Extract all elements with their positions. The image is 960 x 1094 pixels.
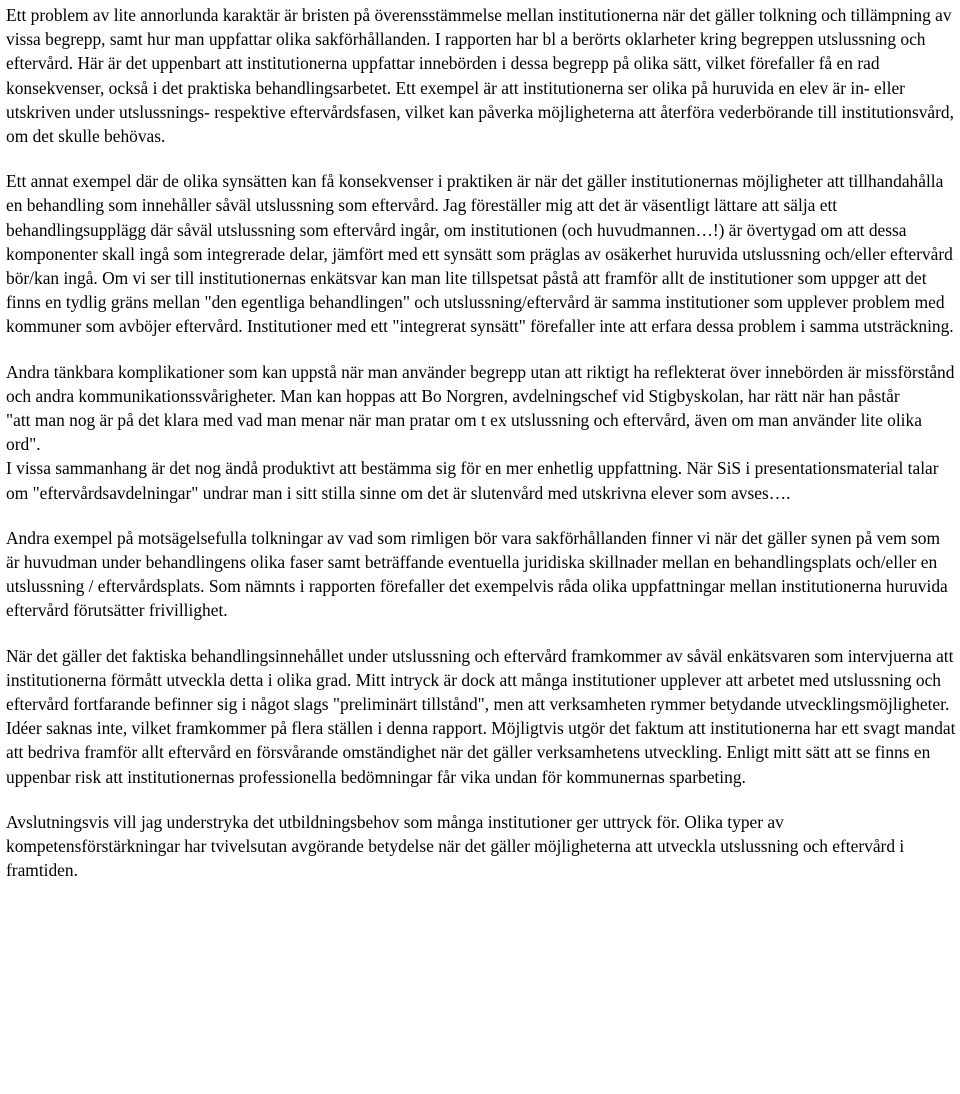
paragraph-4: Andra exempel på motsägelsefulla tolkningar av vad som rimligen bör vara sakförhållanden finner vi när det gäller synen på vem som är huvudman under behandlingens olika faser samt beträffande eventuella juridiska skillnader mellan en behandlingsplats och/eller en utslussning / eftervårdsplats. Som nämnts i rapporten förefaller det exempelvis råda olika uppfattningar mellan institutionerna huruvida eftervård förutsätter frivillighet. — [6, 527, 948, 621]
paragraph-3-quote: "att man nog är på det klara med vad man menar när man pratar om t ex utslussning och eftervård, även om man använder lite olika ord". — [6, 410, 922, 455]
paragraph-3 — [6, 360, 957, 505]
paragraph-5: När det gäller det faktiska behandlingsinnehållet under utslussning och eftervård framkommer av såväl enkätsvaren som intervjuerna att institutionerna förmått utveckla detta i olika grad. Mitt intryck är dock att många institutioner upplever att arbetet med utslussning och eftervård fortfarande befinner sig i något slags "preliminärt tillstånd", men att verksamheten rymmer betydande utvecklingsmöjligheter. Idéer saknas inte, vilket framkommer på flera ställen i denna rapport. Möjligtvis utgör det faktum att institutionerna har ett svagt mandat att bedriva framför allt eftervård en försvårande omständighet när det gäller verksamhetens utveckling. Enligt mitt sätt att se finns en uppenbar risk att institutionernas professionella bedömningar får vika undan för kommunernas sparbeting. — [6, 645, 956, 787]
paragraph-1: Ett problem av lite annorlunda karaktär är bristen på överensstämmelse mellan institutionerna när det gäller tolkning och tillämpning av vissa begrepp, samt hur man uppfattar olika sakförhållanden. I rapporten har bl a berörts oklarheter kring begreppen utslussning och eftervård. Här är det uppenbart att institutionerna uppfattar innebörden i dessa begrepp på olika sätt, vilket förefaller få en rad konsekvenser, också i det praktiska behandlingsarbetet. Ett exempel är att institutionerna ser olika på huruvida en elev är in- eller utskriven under utslussnings- respektive eftervårdsfasen, vilket kan påverka möjligheterna att återföra vederbörande till institutionsvård, om det skulle behövas. — [6, 5, 954, 147]
paragraph-2: Ett annat exempel där de olika synsätten kan få konsekvenser i praktiken är när det gäller institutionernas möjligheter att tillhandahålla en behandling som innehåller såväl utslussning som eftervård. Jag föreställer mig att det är väsentligt lättare att sälja ett behandlingsupplägg där såväl utslussning som eftervård ingår, om institutionen (och huvudmannen…!) är övertygad om att dessa komponenter skall ingå som integrerade delar, jämfört med ett synsätt som präglas av osäkerhet huruvida utslussning och/eller eftervård bör/kan ingå. Om vi ser till institutionernas enkätsvar kan man lite tillspetsat påstå att framför allt de institutioner som uppger att det finns en tydlig gräns mellan "den egentliga behandlingen" och utslussning/eftervård är samma institutioner som upplever problem med kommuner som avböjer eftervård. Institutioner med ett "integrerat synsätt" förefaller inte att erfara dessa problem i samma utsträckning. — [6, 171, 954, 337]
paragraph-3-line-1: Andra tänkbara komplikationer som kan uppstå när man använder begrepp utan att riktigt ha reflekterat över innebörden är missförstånd och andra kommunikationssvårigheter. Man kan hoppas att Bo Norgren, avdelningschef vid Stigbyskolan, har rätt när han påstår — [6, 361, 955, 406]
paragraph-6: Avslutningsvis vill jag understryka det utbildningsbehov som många institutioner ger uttryck för. Olika typer av kompetensförstärkningar har tvivelsutan avgörande betydelse när det gäller möjligheterna att utveckla utslussning och eftervård i framtiden. — [6, 811, 905, 881]
paragraph-3-line-3: I vissa sammanhang är det nog ändå produktivt att bestämma sig för en mer enhetlig uppfattning. När SiS i presentationsmaterial talar om "eftervårdsavdelningar" undrar man i sitt stilla sinne om det är slutenvård med utskrivna elever som avses…. — [6, 458, 939, 503]
